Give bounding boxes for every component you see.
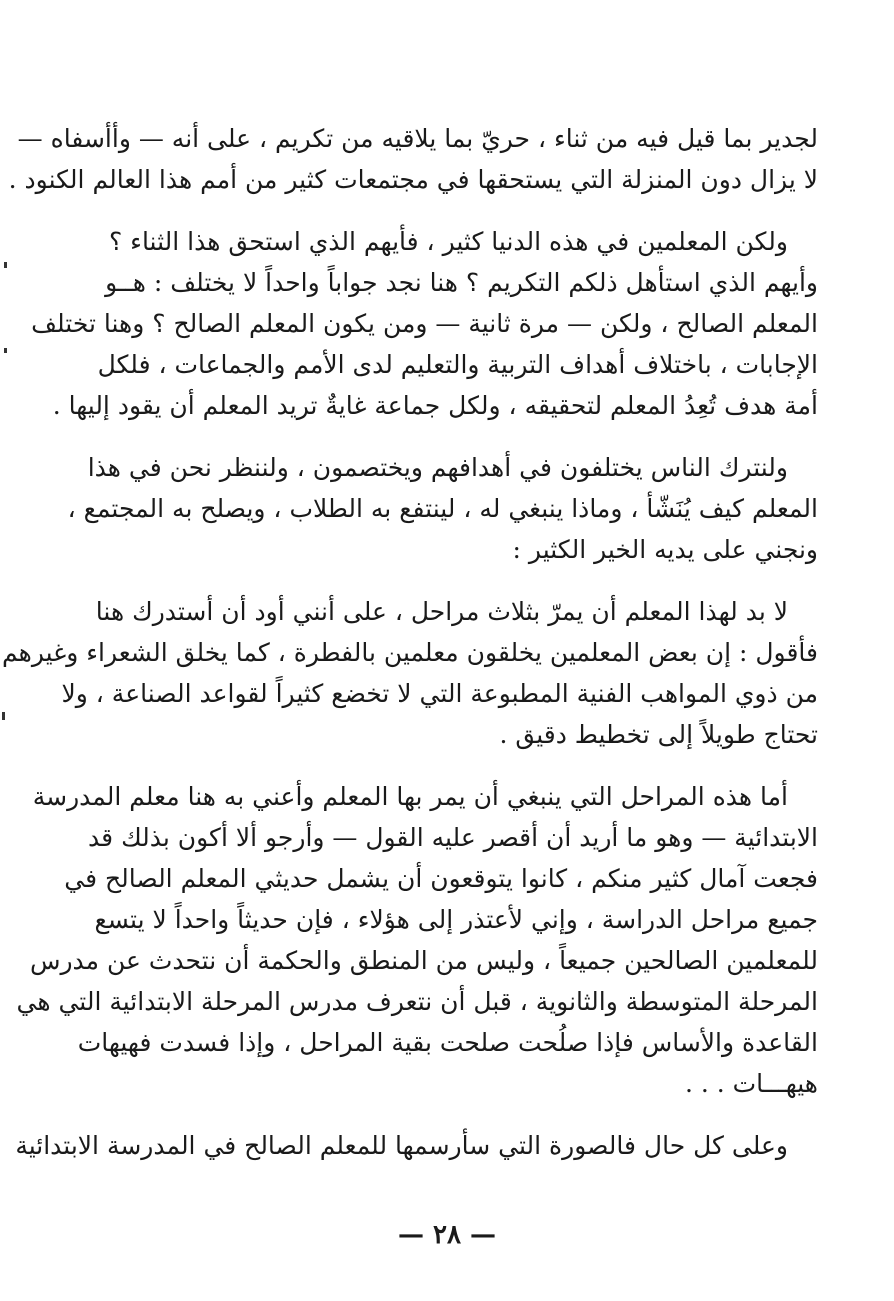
text-line: الابتدائية — وهو ما أريد أن أقصر عليه القول — وأرجو ألا أكون بذلك قد: [88, 823, 818, 852]
paragraph-2: [31, 221, 818, 426]
paragraph-4: [2, 591, 818, 755]
paragraph-3: [67, 447, 818, 570]
text-line: أمة هدف تُعِدُ المعلم لتحقيقه ، ولكل جماعة غايةٌ تريد المعلم أن يقود إليها .: [52, 391, 818, 420]
text-line: فأقول : إن بعض المعلمين يخلقون معلمين بالفطرة ، كما يخلق الشعراء وغيرهم: [2, 638, 818, 667]
paragraph-5: [16, 776, 818, 1104]
text-line: للمعلمين الصالحين جميعاً ، وليس من المنطق والحكمة أن نتحدث عن مدرس: [29, 946, 818, 975]
text-line: ولكن المعلمين في هذه الدنيا كثير ، فأيهم الذي استحق هذا الثناء ؟: [108, 227, 788, 256]
text-line: أما هذه المراحل التي ينبغي أن يمر بها المعلم وأعني به هنا معلم المدرسة: [32, 782, 788, 811]
text-line: الإجابات ، باختلاف أهداف التربية والتعليم لدى الأمم والجماعات ، فلكل: [97, 350, 818, 379]
text-line: جميع مراحل الدراسة ، وإني لأعتذر إلى هؤلاء ، فإن حديثاً واحداً لا يتسع: [94, 905, 818, 934]
margin-mark: [4, 348, 7, 353]
text-line: لا يزال دون المنزلة التي يستحقها في مجتمعات كثير من أمم هذا العالم الكنود .: [8, 165, 818, 194]
text-line: ولنترك الناس يختلفون في أهدافهم ويختصمون ، ولننظر نحن في هذا: [87, 453, 788, 482]
paragraph-1: [8, 118, 818, 200]
margin-mark: [2, 712, 5, 720]
text-line: المعلم كيف يُنَشّأ ، وماذا ينبغي له ، لينتفع به الطلاب ، ويصلح به المجتمع ،: [67, 494, 818, 523]
text-line: هيهـــات . . .: [684, 1069, 818, 1098]
text-line: المعلم الصالح ، ولكن — مرة ثانية — ومن يكون المعلم الصالح ؟ وهنا تختلف: [31, 309, 818, 338]
text-line: تحتاج طويلاً إلى تخطيط دقيق .: [499, 720, 818, 749]
text-line: وعلى كل حال فالصورة التي سأرسمها للمعلم الصالح في المدرسة الابتدائية: [15, 1131, 788, 1160]
text-line: المرحلة المتوسطة والثانوية ، قبل أن نتعرف مدرس المرحلة الابتدائية التي هي: [16, 987, 818, 1016]
paragraph-6: [15, 1125, 818, 1166]
document-body: [2, 118, 818, 1187]
text-line: لجدير بما قيل فيه من ثناء ، حريّ بما يلاقيه من تكريم ، على أنه — وأأسفاه —: [17, 124, 818, 153]
page-number: — ٢٨ —: [397, 1220, 497, 1250]
text-line: ونجني على يديه الخير الكثير :: [512, 535, 818, 564]
text-line: لا بد لهذا المعلم أن يمرّ بثلاث مراحل ، على أنني أود أن أستدرك هنا: [95, 597, 788, 626]
text-line: القاعدة والأساس فإذا صلُحت صلحت بقية المراحل ، وإذا فسدت فهيهات: [77, 1028, 818, 1057]
text-line: وأيهم الذي استأهل ذلكم التكريم ؟ هنا نجد جواباً واحداً لا يختلف : هــو: [105, 268, 818, 297]
margin-mark: [4, 262, 7, 268]
text-line: فجعت آمال كثير منكم ، كانوا يتوقعون أن يشمل حديثي المعلم الصالح في: [64, 864, 818, 893]
text-line: من ذوي المواهب الفنية المطبوعة التي لا تخضع كثيراً لقواعد الصناعة ، ولا: [61, 679, 818, 708]
